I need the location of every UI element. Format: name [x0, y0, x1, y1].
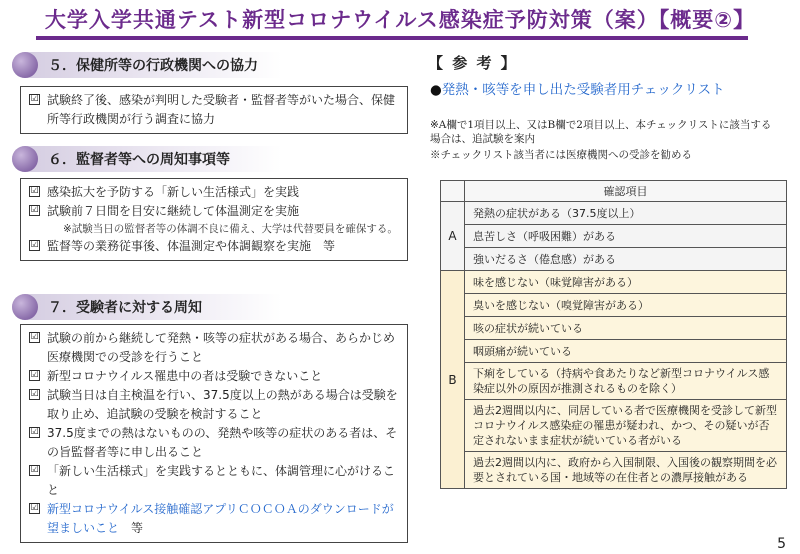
checkbox-icon: ☑: [30, 240, 39, 250]
section-6-heading: ６．監督者等への周知事項等: [48, 152, 230, 168]
section-7-heading: ７．受験者に対する周知: [48, 300, 202, 316]
list-item: ☑ 新型コロナウイルス接触確認アプリＣＯＣＯＡのダウンロードが望ましいこと 等: [30, 502, 394, 535]
table-row: [441, 363, 787, 400]
checkbox-icon: ☑: [30, 332, 39, 342]
list-item: ☑ 試験終了後、感染が判明した受験者・監督者等がいた場合、保健所等行政機関が行う調査に協力: [30, 93, 396, 126]
section-bullet-icon: [12, 52, 38, 78]
table-row: [441, 400, 787, 452]
section-5-header: [12, 52, 282, 78]
section-5-box: [20, 86, 408, 134]
list-item: ☑ 試験当日は自主検温を行い、37.5度以上の熱がある場合は受験を取り止め、追試験の受験を検討すること: [30, 388, 398, 421]
page-title: 大学入学共通テスト新型コロナウイルス感染症予防対策（案）【概要②】: [44, 8, 756, 32]
checkbox-icon: ☑: [30, 427, 39, 437]
checkbox-icon: ☑: [30, 186, 39, 196]
list-item: ☑ 「新しい生活様式」を実践するとともに、体調管理に心がけること: [30, 464, 396, 497]
list-item: ☑ 37.5度までの熱はないものの、発熱や咳等の症状のある者は、その旨監督者等に申し出ること: [30, 426, 398, 459]
list-item: ☑ 監督等の業務従事後、体温測定や体調観察を実施 等: [30, 239, 336, 253]
table-row: [441, 317, 787, 340]
reference-heading: 【 参 考 】: [428, 54, 518, 72]
checklist-item: 咽頭痛が続いている: [465, 340, 787, 363]
section-bullet-icon: [12, 294, 38, 320]
checkbox-icon: ☑: [30, 94, 39, 104]
reference-note: ※チェックリスト該当者には医療機関への受診を勧める: [430, 149, 692, 161]
checkbox-icon: ☑: [30, 370, 39, 380]
section-bullet-icon: [12, 146, 38, 172]
cocoa-app-text: 新型コロナウイルス接触確認アプリＣＯＣＯＡのダウンロードが望ましいこと: [47, 502, 394, 535]
table-row: [441, 452, 787, 489]
checklist-item: 過去2週間以内に、政府から入国制限、入国後の観察期間を必要とされている国・地域等の在住者との濃厚接触がある: [465, 452, 787, 489]
section-5-heading: ５．保健所等の行政機関への協力: [48, 58, 258, 74]
table-row: [441, 225, 787, 248]
bullet-icon: ●: [430, 82, 442, 98]
checklist-item: 息苦しさ（呼吸困難）がある: [465, 225, 787, 248]
section-6-box: [20, 178, 408, 261]
page-number: 5: [777, 536, 786, 552]
checklist-item: 咳の症状が続いている: [465, 317, 787, 340]
checklist-item: 味を感じない（味覚障害がある）: [465, 271, 787, 294]
checkbox-icon: ☑: [30, 465, 39, 475]
table-row: [441, 294, 787, 317]
section-6-header: [12, 146, 282, 172]
checkbox-icon: ☑: [30, 389, 39, 399]
table-row: [441, 340, 787, 363]
checkbox-icon: ☑: [30, 503, 39, 513]
checklist-item: 臭いを感じない（嗅覚障害がある）: [465, 294, 787, 317]
checkbox-icon: ☑: [30, 205, 39, 215]
list-item-note: ※試験当日の監督者等の体調不良に備え、大学は代替要員を確保する。: [63, 223, 398, 235]
checklist-header: 確認項目: [465, 181, 787, 202]
checklist-item: 下痢をしている（持病や食あたりなど新型コロナウイルス感染症以外の原因が推測されるものを除く）: [465, 363, 787, 400]
title-underline: [36, 36, 748, 40]
section-7-box: [20, 324, 408, 543]
reference-subtitle: ●発熱・咳等を申し出た受験者用チェックリスト: [430, 82, 725, 98]
list-item: ☑ 試験前７日間を目安に継続して体温測定を実施: [30, 204, 300, 218]
checklist-item: 強いだるさ（倦怠感）がある: [465, 248, 787, 271]
group-b-label: B: [441, 271, 465, 489]
table-row: [441, 248, 787, 271]
reference-note: ※A欄で1項目以上、又はB欄で2項目以上、本チェックリストに該当する場合は、追試験を案内: [430, 119, 772, 145]
list-item: ☑ 感染拡大を予防する「新しい生活様式」を実践: [30, 185, 300, 199]
section-7-header: [12, 294, 282, 320]
checklist-item: 過去2週間以内に、同居している者で医療機関を受診して新型コロナウイルス感染症の罹患が疑われ、かつ、その疑いが否定されないまま症状が続いている者がいる: [465, 400, 787, 452]
checklist-header-row: [441, 181, 787, 202]
checklist-item: 発熱の症状がある（37.5度以上）: [465, 202, 787, 225]
list-item: ☑ 試験の前から継続して発熱・咳等の症状がある場合、あらかじめ医療機関での受診を行うこと: [30, 331, 396, 364]
table-row: [441, 202, 787, 225]
table-row: [441, 271, 787, 294]
checklist-table: [440, 180, 787, 489]
list-item: ☑ 新型コロナウイルス罹患中の者は受験できないこと: [30, 369, 323, 383]
group-a-label: A: [441, 202, 465, 271]
